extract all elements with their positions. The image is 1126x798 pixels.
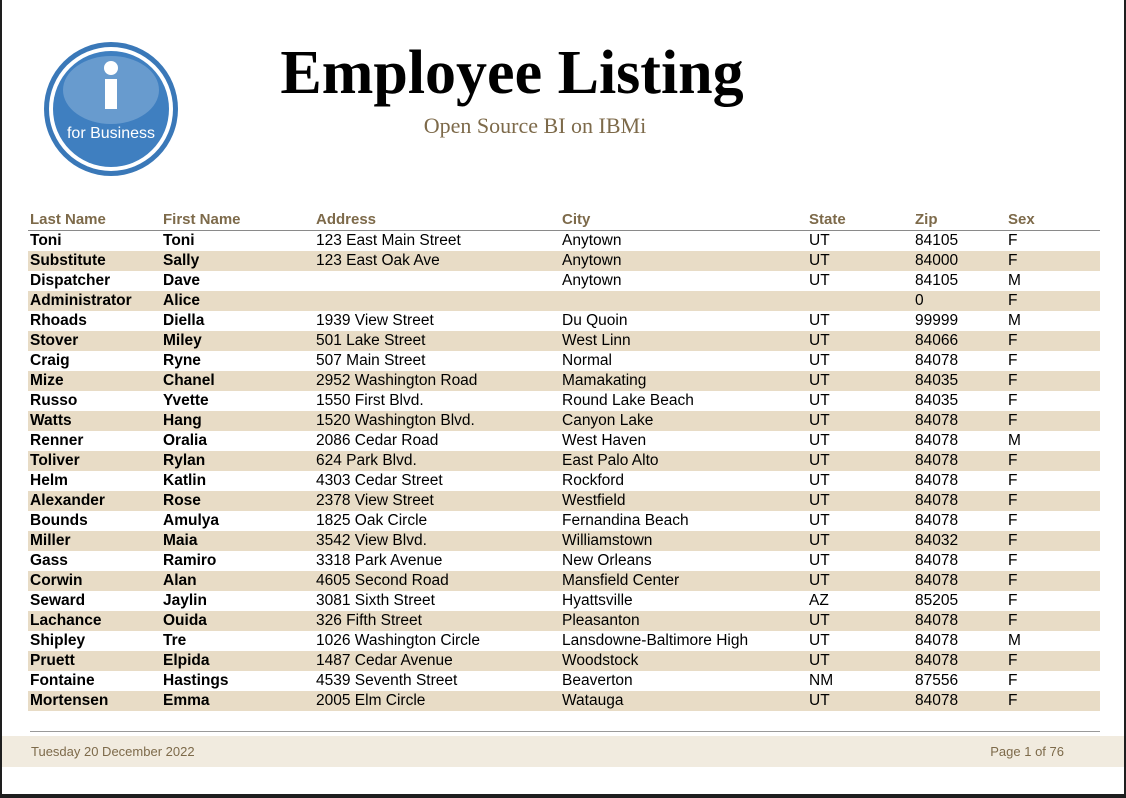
cell-address: 501 Lake Street <box>316 332 426 349</box>
cell-first-name: Yvette <box>163 392 209 409</box>
cell-city: Rockford <box>562 472 625 489</box>
cell-last-name: Pruett <box>30 652 75 669</box>
cell-zip: 84066 <box>915 332 959 349</box>
cell-sex: F <box>1008 692 1018 709</box>
table-row <box>28 311 1100 331</box>
cell-city: Westfield <box>562 492 626 509</box>
cell-zip: 84078 <box>915 472 959 489</box>
cell-address: 2086 Cedar Road <box>316 432 439 449</box>
cell-first-name: Jaylin <box>163 592 207 609</box>
page-footer <box>2 736 1124 767</box>
table-row <box>28 631 1100 651</box>
cell-sex: F <box>1008 512 1018 529</box>
table-row <box>28 271 1100 291</box>
cell-state: AZ <box>809 592 829 609</box>
cell-state: UT <box>809 632 830 649</box>
cell-last-name: Seward <box>30 592 86 609</box>
cell-city: Mansfield Center <box>562 572 680 589</box>
cell-sex: F <box>1008 352 1018 369</box>
cell-sex: F <box>1008 652 1018 669</box>
table-row <box>28 431 1100 451</box>
cell-last-name: Fontaine <box>30 672 95 689</box>
cell-sex: F <box>1008 412 1018 429</box>
cell-zip: 84078 <box>915 572 959 589</box>
cell-state: UT <box>809 472 830 489</box>
cell-first-name: Alice <box>163 292 201 309</box>
cell-first-name: Maia <box>163 532 198 549</box>
cell-last-name: Gass <box>30 552 68 569</box>
col-city: City <box>562 211 591 228</box>
cell-address: 4303 Cedar Street <box>316 472 443 489</box>
cell-last-name: Toliver <box>30 452 80 469</box>
cell-zip: 84035 <box>915 372 959 389</box>
footer-divider <box>30 731 1100 732</box>
cell-zip: 87556 <box>915 672 959 689</box>
cell-state: UT <box>809 612 830 629</box>
cell-address: 1487 Cedar Avenue <box>316 652 453 669</box>
cell-state: UT <box>809 692 830 709</box>
cell-city: East Palo Alto <box>562 452 659 469</box>
cell-address: 123 East Main Street <box>316 232 461 249</box>
cell-sex: M <box>1008 432 1021 449</box>
cell-state: UT <box>809 252 830 269</box>
col-sex: Sex <box>1008 211 1035 228</box>
cell-address: 2952 Washington Road <box>316 372 478 389</box>
cell-city: Hyattsville <box>562 592 633 609</box>
cell-last-name: Alexander <box>30 492 105 509</box>
cell-zip: 84078 <box>915 512 959 529</box>
cell-first-name: Ramiro <box>163 552 217 569</box>
cell-sex: F <box>1008 492 1018 509</box>
cell-last-name: Renner <box>30 432 84 449</box>
cell-zip: 84035 <box>915 392 959 409</box>
table-header <box>28 208 1100 231</box>
cell-zip: 84078 <box>915 452 959 469</box>
table-row <box>28 611 1100 631</box>
cell-city: Beaverton <box>562 672 633 689</box>
cell-first-name: Ryne <box>163 352 201 369</box>
cell-last-name: Dispatcher <box>30 272 111 289</box>
col-last-name: Last Name <box>30 211 106 228</box>
cell-address: 4539 Seventh Street <box>316 672 458 689</box>
cell-zip: 84078 <box>915 552 959 569</box>
table-row <box>28 511 1100 531</box>
cell-first-name: Sally <box>163 252 200 269</box>
table-row <box>28 451 1100 471</box>
cell-first-name: Oralia <box>163 432 207 449</box>
cell-sex: F <box>1008 232 1018 249</box>
col-state: State <box>809 211 846 228</box>
table-row <box>28 391 1100 411</box>
cell-state: UT <box>809 572 830 589</box>
cell-city: Pleasanton <box>562 612 640 629</box>
cell-city: Woodstock <box>562 652 639 669</box>
cell-city: Williamstown <box>562 532 653 549</box>
cell-state: UT <box>809 652 830 669</box>
cell-zip: 84032 <box>915 532 959 549</box>
cell-address: 507 Main Street <box>316 352 426 369</box>
cell-state: UT <box>809 332 830 349</box>
cell-first-name: Emma <box>163 692 210 709</box>
cell-address: 1550 First Blvd. <box>316 392 424 409</box>
col-first-name: First Name <box>163 211 241 228</box>
table-row <box>28 491 1100 511</box>
table-body <box>28 231 1100 711</box>
cell-last-name: Mortensen <box>30 692 109 709</box>
cell-sex: F <box>1008 572 1018 589</box>
table-row <box>28 411 1100 431</box>
cell-state: UT <box>809 272 830 289</box>
cell-first-name: Rose <box>163 492 201 509</box>
cell-last-name: Russo <box>30 392 78 409</box>
cell-state: UT <box>809 232 830 249</box>
cell-last-name: Toni <box>30 232 62 249</box>
cell-last-name: Bounds <box>30 512 88 529</box>
cell-city: New Orleans <box>562 552 652 569</box>
cell-last-name: Helm <box>30 472 68 489</box>
cell-last-name: Substitute <box>30 252 106 269</box>
cell-state: UT <box>809 352 830 369</box>
cell-zip: 99999 <box>915 312 959 329</box>
cell-state: UT <box>809 532 830 549</box>
cell-state: UT <box>809 492 830 509</box>
cell-last-name: Watts <box>30 412 72 429</box>
cell-sex: F <box>1008 672 1018 689</box>
cell-last-name: Administrator <box>30 292 132 309</box>
cell-address: 326 Fifth Street <box>316 612 422 629</box>
col-address: Address <box>316 211 377 228</box>
table-row <box>28 331 1100 351</box>
cell-city: Lansdowne-Baltimore High <box>562 632 749 649</box>
cell-first-name: Tre <box>163 632 187 649</box>
cell-state: UT <box>809 432 830 449</box>
table-row <box>28 371 1100 391</box>
cell-last-name: Mize <box>30 372 64 389</box>
cell-sex: M <box>1008 272 1021 289</box>
cell-sex: F <box>1008 372 1018 389</box>
cell-first-name: Diella <box>163 312 205 329</box>
report-title: Employee Listing <box>280 39 744 107</box>
cell-zip: 84078 <box>915 432 959 449</box>
cell-city: Du Quoin <box>562 312 628 329</box>
cell-address: 4605 Second Road <box>316 572 449 589</box>
cell-address: 123 East Oak Ave <box>316 252 440 269</box>
cell-address: 1939 View Street <box>316 312 434 329</box>
cell-last-name: Miller <box>30 532 71 549</box>
cell-zip: 84078 <box>915 612 959 629</box>
cell-city: West Haven <box>562 432 647 449</box>
cell-first-name: Hang <box>163 412 202 429</box>
cell-first-name: Dave <box>163 272 201 289</box>
table-row <box>28 551 1100 571</box>
cell-sex: F <box>1008 592 1018 609</box>
cell-first-name: Toni <box>163 232 195 249</box>
table-row <box>28 571 1100 591</box>
cell-first-name: Chanel <box>163 372 215 389</box>
cell-zip: 84078 <box>915 492 959 509</box>
cell-address: 1520 Washington Blvd. <box>316 412 475 429</box>
table-row <box>28 691 1100 711</box>
cell-zip: 0 <box>915 292 924 309</box>
cell-address: 3542 View Blvd. <box>316 532 427 549</box>
cell-address: 2005 Elm Circle <box>316 692 426 709</box>
cell-last-name: Rhoads <box>30 312 87 329</box>
cell-sex: F <box>1008 532 1018 549</box>
cell-address: 2378 View Street <box>316 492 434 509</box>
page-number: Page 1 of 76 <box>990 744 1064 759</box>
report-date: Tuesday 20 December 2022 <box>31 744 195 759</box>
cell-state: UT <box>809 312 830 329</box>
cell-zip: 84105 <box>915 232 959 249</box>
cell-city: Canyon Lake <box>562 412 654 429</box>
cell-state: UT <box>809 552 830 569</box>
table-row <box>28 591 1100 611</box>
cell-zip: 84078 <box>915 652 959 669</box>
cell-state: UT <box>809 372 830 389</box>
table-row <box>28 231 1100 251</box>
cell-first-name: Katlin <box>163 472 207 489</box>
cell-first-name: Alan <box>163 572 197 589</box>
cell-zip: 84078 <box>915 632 959 649</box>
cell-sex: F <box>1008 332 1018 349</box>
cell-state: UT <box>809 392 830 409</box>
cell-sex: M <box>1008 312 1021 329</box>
cell-zip: 84000 <box>915 252 959 269</box>
cell-first-name: Elpida <box>163 652 210 669</box>
table-row <box>28 351 1100 371</box>
cell-city: Normal <box>562 352 612 369</box>
cell-sex: F <box>1008 472 1018 489</box>
table-row <box>28 471 1100 491</box>
cell-address: 3081 Sixth Street <box>316 592 435 609</box>
table-row <box>28 531 1100 551</box>
cell-city: Anytown <box>562 252 622 269</box>
cell-zip: 84105 <box>915 272 959 289</box>
cell-city: Anytown <box>562 272 622 289</box>
cell-zip: 85205 <box>915 592 959 609</box>
cell-last-name: Shipley <box>30 632 86 649</box>
report-subtitle: Open Source BI on IBMi <box>423 113 647 138</box>
cell-sex: F <box>1008 252 1018 269</box>
cell-address: 1026 Washington Circle <box>316 632 480 649</box>
col-zip: Zip <box>915 211 938 228</box>
table-row <box>28 291 1100 311</box>
cell-address: 1825 Oak Circle <box>316 512 428 529</box>
cell-address: 3318 Park Avenue <box>316 552 443 569</box>
cell-sex: F <box>1008 452 1018 469</box>
cell-first-name: Miley <box>163 332 202 349</box>
cell-first-name: Hastings <box>163 672 229 689</box>
cell-zip: 84078 <box>915 692 959 709</box>
cell-sex: F <box>1008 552 1018 569</box>
cell-last-name: Stover <box>30 332 79 349</box>
cell-city: Fernandina Beach <box>562 512 689 529</box>
report-page <box>2 0 1124 794</box>
cell-city: West Linn <box>562 332 631 349</box>
cell-address: 624 Park Blvd. <box>316 452 417 469</box>
table-row <box>28 651 1100 671</box>
cell-state: UT <box>809 512 830 529</box>
cell-city: Anytown <box>562 232 622 249</box>
cell-last-name: Corwin <box>30 572 83 589</box>
cell-sex: F <box>1008 392 1018 409</box>
cell-first-name: Amulya <box>163 512 219 529</box>
cell-first-name: Ouida <box>163 612 207 629</box>
cell-sex: F <box>1008 292 1018 309</box>
cell-state: UT <box>809 452 830 469</box>
employee-table <box>28 208 1100 711</box>
cell-first-name: Rylan <box>163 452 206 469</box>
logo-text: for Business <box>66 125 156 142</box>
cell-sex: M <box>1008 632 1021 649</box>
ibm-i-logo <box>42 40 180 178</box>
table-row <box>28 251 1100 271</box>
cell-last-name: Craig <box>30 352 70 369</box>
table-row <box>28 671 1100 691</box>
cell-state: UT <box>809 412 830 429</box>
cell-state: NM <box>809 672 834 689</box>
cell-city: Round Lake Beach <box>562 392 694 409</box>
cell-zip: 84078 <box>915 412 959 429</box>
cell-sex: F <box>1008 612 1018 629</box>
cell-zip: 84078 <box>915 352 959 369</box>
cell-city: Mamakating <box>562 372 647 389</box>
cell-city: Watauga <box>562 692 624 709</box>
cell-last-name: Lachance <box>30 612 102 629</box>
